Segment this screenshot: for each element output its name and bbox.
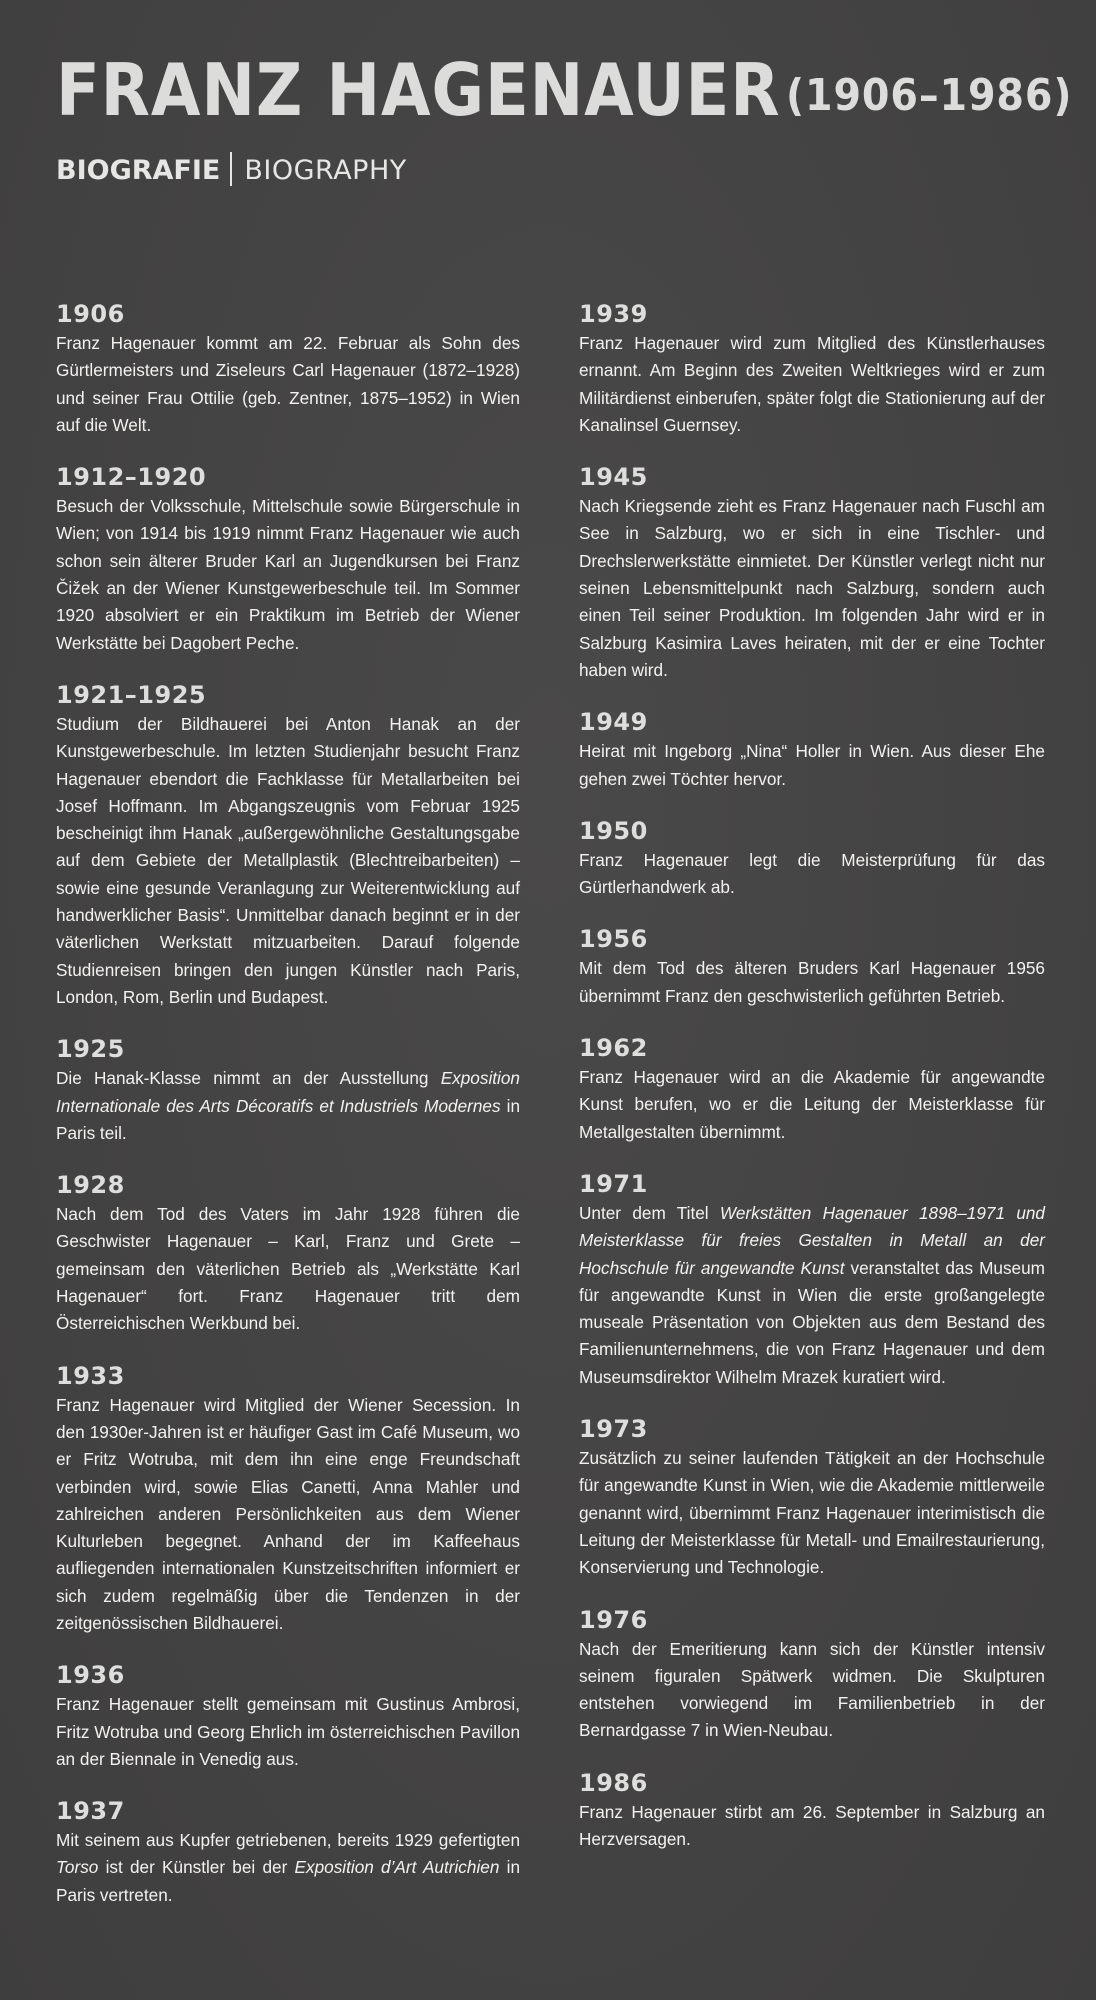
entry-text: Franz Hagenauer kommt am 22. Februar als Sohn des Gürtlermeisters und Ziseleurs Carl Hagenauer (1872–1928) und seiner Frau Ottilie (geb. Zentner, 1875–1952) in Wien auf die Welt. (56, 333, 520, 435)
entry-year: 1912–1920 (56, 463, 207, 492)
entry-text: Nach dem Tod des Vaters im Jahr 1928 führen die Geschwister Hagenauer – Karl, Franz und Grete – gemeinsam den väterlichen Betrieb als „Werkstätte Karl Hagenauer“ fort. Franz Hagenauer tritt dem Österreichischen Werkbund bei. (56, 1204, 520, 1334)
title-row (56, 48, 1073, 132)
entry-text: Besuch der Volksschule, Mittelschule sowie Bürgerschule in Wien; von 1914 bis 1919 nimmt Franz Hagenauer wie auch schon sein älterer Bruder Karl an Jugendkursen bei Franz Čižek an der Wiener Kunstgewerbeschule teil. Im Sommer 1920 absolviert er ein Praktikum im Betrieb der Wiener Werkstätte bei Dagobert Peche. (56, 496, 520, 653)
entry-year: 1939 (579, 300, 648, 328)
entry-year: 1945 (579, 463, 648, 492)
entry-year: 1976 (579, 1605, 648, 1634)
exhibition-title: Exposition d’Art Autrichien (294, 1857, 500, 1878)
timeline-entry (579, 923, 1045, 1010)
timeline-entry (579, 815, 1045, 902)
entry-text: Mit dem Tod des älteren Bruders Karl Hagenauer 1956 übernimmt Franz den geschwisterlich geführten Betrieb. (579, 958, 1045, 1006)
timeline-entry (56, 298, 520, 439)
entry-text: Franz Hagenauer stellt gemeinsam mit Gustinus Ambrosi, Fritz Wotruba und Georg Ehrlich im österreichischen Pavillon an der Biennale in Venedig aus. (56, 1694, 520, 1769)
entry-year: 1925 (56, 1035, 125, 1064)
life-years: (1906–1986) (786, 70, 1073, 121)
timeline-entry (579, 461, 1045, 684)
subtitle-divider (230, 152, 232, 186)
entry-text: Unter dem Titel Werkstätten Hagenauer 1898–1971 und Meisterklasse für freies Gestalten in Metall an der Hochschule für angewandte Kunst veranstaltet das Museum für angewandte Kunst in Wien die erste großangelegte museale Präsentation von Objekten aus dem Bestand des Familienunternehmens, die von Franz Hagenauer und dem Museumsdirektor Wilhelm Mrazek kuratiert wird. (579, 1202, 1045, 1387)
page-title: FRANZ HAGENAUER (56, 48, 781, 132)
entry-year: 1973 (579, 1415, 648, 1444)
timeline-entry (579, 1604, 1045, 1745)
timeline-entry (579, 298, 1045, 439)
timeline-right-column (579, 298, 1045, 1853)
timeline-entry (579, 1767, 1045, 1854)
timeline-entry (56, 1795, 520, 1909)
timeline-left-column (56, 298, 520, 1909)
entry-year: 1986 (579, 1768, 648, 1797)
entry-year: 1950 (579, 816, 648, 845)
entry-year: 1937 (56, 1797, 125, 1826)
entry-text: Franz Hagenauer legt die Meisterprüfung für das Gürtlerhandwerk ab. (579, 849, 1045, 898)
entry-year: 1906 (56, 300, 125, 328)
entry-year: 1933 (56, 1361, 125, 1390)
exhibition-title: Werkstätten Hagenauer 1898–1971 und Meisterklasse für freies Gestalten in Metall an der Hochschule für angewandte Kunst (579, 1202, 1045, 1278)
entry-year: 1956 (579, 925, 648, 954)
entry-text: Franz Hagenauer wird Mitglied der Wiener Secession. In den 1930er-Jahren ist er häufiger Gast im Café Museum, wo er Fritz Wotruba, mit dem ihn eine enge Freundschaft verbinden wird, sowie Elias Canetti, Anna Mahler und zahlreichen anderen Persönlichkeiten aus dem Wiener Kulturleben begegnet. Anhand der im Kaffeehaus aufliegenden internationalen Kunstzeitschriften informiert er sich zudem regelmäßig über die Tendenzen in der zeitgenössischen Bildhauerei. (56, 1394, 520, 1633)
entry-text: Mit seinem aus Kupfer getriebenen, bereits 1929 gefertigten Torso ist der Künstler bei der Exposition d’Art Autrichien in Paris vertreten. (56, 1830, 521, 1905)
entry-text: Franz Hagenauer stirbt am 26. September in Salzburg an Herzversagen. (579, 1801, 1045, 1849)
entry-year: 1971 (579, 1169, 648, 1198)
timeline-entry (579, 1413, 1045, 1581)
entry-text: Nach der Emeritierung kann sich der Künstler intensiv seinem figuralen Spätwerk widmen. Die Skulpturen entstehen vorwiegend im Familienbetrieb in der Bernardgasse 7 in Wien-Neubau. (579, 1638, 1045, 1741)
entry-year: 1921–1925 (56, 680, 207, 709)
subtitle-english: BIOGRAPHY (244, 155, 407, 186)
entry-text: Franz Hagenauer wird an die Akademie für angewandte Kunst berufen, wo er die Leitung der Meisterklasse für Metallgestalten übernimmt. (579, 1067, 1045, 1142)
exhibition-title: Exposition Internationale des Arts Décoratifs et Industriels Modernes (56, 1068, 520, 1116)
entry-text: Zusätzlich zu seiner laufenden Tätigkeit an der Hochschule für angewandte Kunst in Wien, wie die Akademie mittlerweile genannt wird, übernimmt Franz Hagenauer interimistisch die Leitung der Meisterklasse für Metall- und Emailrestaurierung, Konservierung und Technologie. (579, 1448, 1045, 1578)
subtitle-german: BIOGRAFIE (56, 155, 221, 186)
entry-year: 1936 (56, 1661, 125, 1690)
timeline-entry (56, 1169, 520, 1337)
timeline-entry (56, 1360, 520, 1638)
timeline-entry (56, 1033, 520, 1147)
timeline-entry (56, 461, 520, 657)
entry-year: 1928 (56, 1171, 125, 1200)
entry-text: Nach Kriegsende zieht es Franz Hagenauer nach Fuschl am See in Salzburg, wo er sich in eine Tischler- und Drechslerwerkstätte einmietet. Der Künstler verlegt nicht nur seinen Lebensmittelpunkt nach Salzburg, sondern auch einen Teil seiner Produktion. Im folgenden Jahr wird er in Salzburg Kasimira Laves heiraten, mit der er eine Tochter haben wird. (579, 496, 1045, 680)
subtitle (56, 152, 407, 186)
timeline-entry (579, 1032, 1045, 1146)
timeline-entry (579, 706, 1045, 793)
artwork-title: Torso (56, 1857, 99, 1878)
entry-text: Die Hanak-Klasse nimmt an der Ausstellung Exposition Internationale des Arts Décoratifs et Industriels Modernes in Paris teil. (56, 1068, 521, 1143)
entry-year: 1949 (579, 708, 648, 737)
timeline-entry (56, 679, 520, 1011)
timeline-entry (56, 1659, 520, 1773)
entry-text: Franz Hagenauer wird zum Mitglied des Künstlerhauses ernannt. Am Beginn des Zweiten Weltkrieges wird er zum Militärdienst einberufen, später folgt die Stationierung auf der Kanalinsel Guernsey. (579, 333, 1045, 435)
entry-year: 1962 (579, 1034, 648, 1063)
timeline-entry (579, 1168, 1045, 1391)
entry-text: Studium der Bildhauerei bei Anton Hanak an der Kunstgewerbeschule. Im letzten Studienjahr besucht Franz Hagenauer ebendort die Fachklasse für Metallarbeiten bei Josef Hoffmann. Im Abgangszeugnis vom Februar 1925 bescheinigt ihm Hanak „außergewöhnliche Gestaltungsgabe auf dem Gebiete der Metallplastik (Blechtreibarbeiten) – sowie eine gesunde Veranlagung zur Weiterentwicklung auf handwerklicher Basis“. Unmittelbar danach beginnt er in der väterlichen Werkstatt mitzuarbeiten. Darauf folgende Studienreisen bringen den jungen Künstler nach Paris, London, Rom, Berlin und Budapest. (56, 713, 520, 1007)
entry-text: Heirat mit Ingeborg „Nina“ Holler in Wien. Aus dieser Ehe gehen zwei Töchter hervor. (579, 741, 1045, 789)
